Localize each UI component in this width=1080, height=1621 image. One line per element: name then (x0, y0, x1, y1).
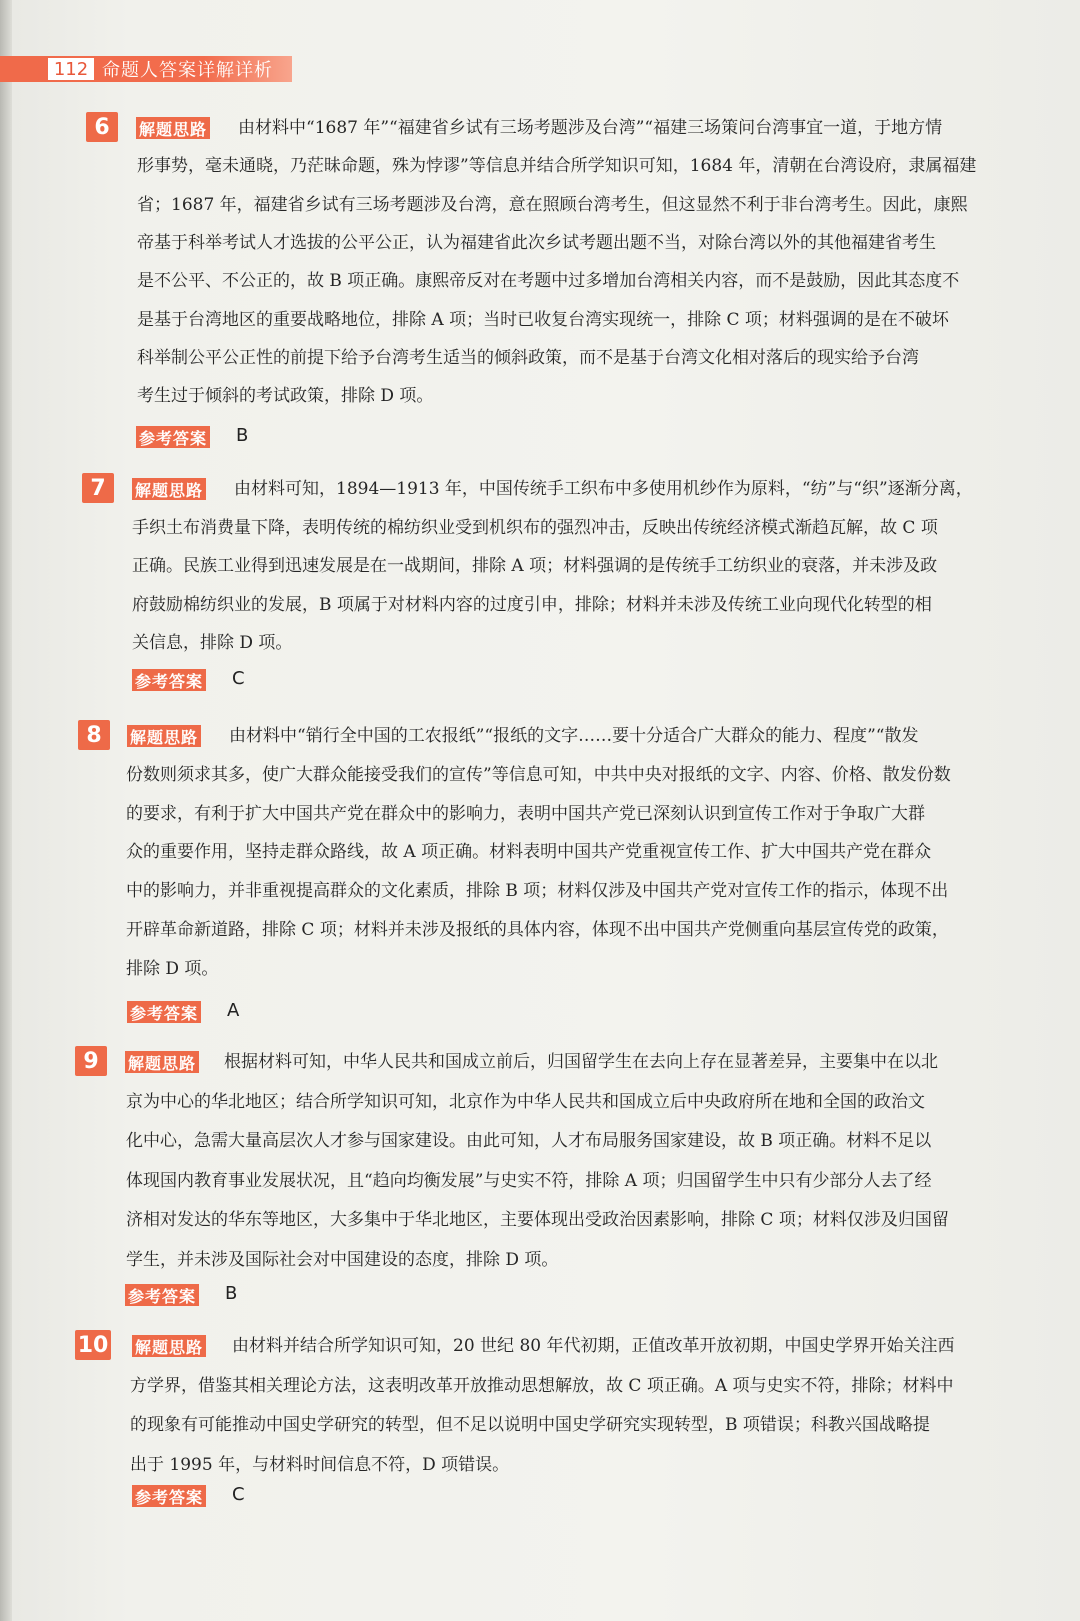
analysis-label: 解题思路 (132, 478, 206, 500)
question-number: 10 (75, 1330, 111, 1360)
answer-letter: C (232, 1484, 245, 1505)
explanation-line: 的要求，有利于扩大中国共产党在群众中的影响力，表明中国共产党已深刻认识到宣传工作对于争取广大群 (126, 803, 925, 824)
explanation-line: 排除 D 项。 (126, 958, 219, 979)
explanation-line: 化中心，急需大量高层次人才参与国家建设。由此可知，人才布局服务国家建设，故 B 项正确。材料不足以 (126, 1131, 932, 1151)
answer-letter: C (232, 668, 245, 689)
explanation-line: 由材料中“销行全中国的工农报纸”“报纸的文字……要十分适合广大群众的能力、程度”“散发 (229, 726, 919, 746)
answer-label: 参考答案 (125, 1284, 199, 1306)
answer-label: 参考答案 (136, 426, 210, 448)
explanation-line: 帝基于科举考试人才选拔的公平公正，认为福建省此次乡试考题出题不当，对除台湾以外的其他福建省考生 (137, 232, 936, 253)
explanation-line: 手织土布消费量下降，表明传统的棉纺织业受到机织布的强烈冲击，反映出传统经济模式渐趋瓦解，故 C 项 (132, 517, 938, 538)
explanation-line: 形事势，毫未通晓，乃茫昧命题，殊为悖谬”等信息并结合所学知识可知，1684 年，清朝在台湾设府，隶属福建 (137, 156, 977, 177)
explanation-line: 正确。民族工业得到迅速发展是在一战期间，排除 A 项；材料强调的是传统手工纺织业的衰落，并未涉及政 (132, 556, 938, 577)
explanation-line: 出于 1995 年，与材料时间信息不符，D 项错误。 (130, 1454, 510, 1475)
question-number: 9 (75, 1046, 107, 1076)
explanation-line: 的现象有可能推动中国史学研究的转型，但不足以说明中国史学研究实现转型，B 项错误；科教兴国战略提 (130, 1415, 930, 1435)
analysis-label: 解题思路 (136, 117, 210, 139)
question-number: 8 (78, 720, 110, 750)
explanation-line: 省；1687 年，福建省乡试有三场考题涉及台湾，意在照顾台湾考生，但这显然不利于非台湾考生。因此，康熙 (137, 194, 968, 215)
explanation-line: 方学界，借鉴其相关理论方法，这表明改革开放推动思想解放，故 C 项正确。A 项与史实不符，排除；材料中 (130, 1375, 954, 1396)
explanation-line: 学生，并未涉及国际社会对中国建设的态度，排除 D 项。 (126, 1249, 559, 1270)
explanation-line: 由材料可知，1894—1913 年，中国传统手工织布中多使用机纱作为原料，“纺”与“织”逐渐分离， (234, 479, 973, 499)
book-title: 命题人答案详解详析 (102, 60, 273, 81)
explanation-line: 关信息，排除 D 项。 (132, 633, 293, 654)
answer-label: 参考答案 (132, 1485, 206, 1507)
analysis-label: 解题思路 (125, 1051, 199, 1073)
book-spine-shadow (0, 0, 12, 1621)
explanation-line: 由材料中“1687 年”“福建省乡试有三场考题涉及台湾”“福建三场策问台湾事宜一道，于地方情 (238, 118, 943, 138)
explanation-line: 是基于台湾地区的重要战略地位，排除 A 项；当时已收复台湾实现统一，排除 C 项；材料强调的是在不破坏 (137, 309, 949, 330)
question-number: 7 (82, 473, 114, 503)
analysis-label: 解题思路 (127, 725, 201, 747)
page-header (0, 56, 292, 82)
answer-label: 参考答案 (127, 1001, 201, 1023)
explanation-line: 由材料并结合所学知识可知，20 世纪 80 年代初期，正值改革开放初期，中国史学界开始关注西 (232, 1336, 955, 1356)
page-number: 112 (48, 58, 94, 80)
explanation-line: 济相对发达的华东等地区，大多集中于华北地区，主要体现出受政治因素影响，排除 C 项；材料仅涉及归国留 (126, 1210, 949, 1230)
answer-letter: A (227, 1000, 240, 1021)
explanation-line: 根据材料可知，中华人民共和国成立前后，归国留学生在去向上存在显著差异，主要集中在以北 (224, 1052, 938, 1072)
explanation-line: 科举制公平公正性的前提下给予台湾考生适当的倾斜政策，而不是基于台湾文化相对落后的现实给予台湾 (137, 347, 919, 368)
answer-letter: B (225, 1283, 238, 1304)
answer-label: 参考答案 (132, 669, 206, 691)
explanation-line: 体现国内教育事业发展状况，且“趋向均衡发展”与史实不符，排除 A 项；归国留学生中只有少部分人去了经 (126, 1170, 932, 1191)
explanation-line: 开辟革命新道路，排除 C 项；材料并未涉及报纸的具体内容，体现不出中国共产党侧重向基层宣传党的政策， (126, 920, 949, 940)
explanation-line: 京为中心的华北地区；结合所学知识可知，北京作为中华人民共和国成立后中央政府所在地和全国的政治文 (126, 1091, 925, 1112)
explanation-line: 考生过于倾斜的考试政策，排除 D 项。 (137, 386, 434, 407)
explanation-line: 众的重要作用，坚持走群众路线，故 A 项正确。材料表明中国共产党重视宣传工作、扩大中国共产党在群众 (126, 842, 932, 863)
analysis-label: 解题思路 (132, 1335, 206, 1357)
question-number: 6 (86, 112, 118, 142)
explanation-line: 府鼓励棉纺织业的发展，B 项属于对材料内容的过度引申，排除；材料并未涉及传统工业向现代化转型的相 (132, 594, 932, 615)
explanation-line: 是不公平、不公正的，故 B 项正确。康熙帝反对在考题中过多增加台湾相关内容，而不是鼓励，因此其态度不 (137, 271, 960, 292)
answer-letter: B (236, 425, 249, 446)
explanation-line: 份数则须求其多，使广大群众能接受我们的宣传”等信息可知，中共中央对报纸的文字、内容、价格、散发份数 (126, 764, 951, 785)
explanation-line: 中的影响力，并非重视提高群众的文化素质，排除 B 项；材料仅涉及中国共产党对宣传工作的指示，体现不出 (126, 881, 949, 902)
